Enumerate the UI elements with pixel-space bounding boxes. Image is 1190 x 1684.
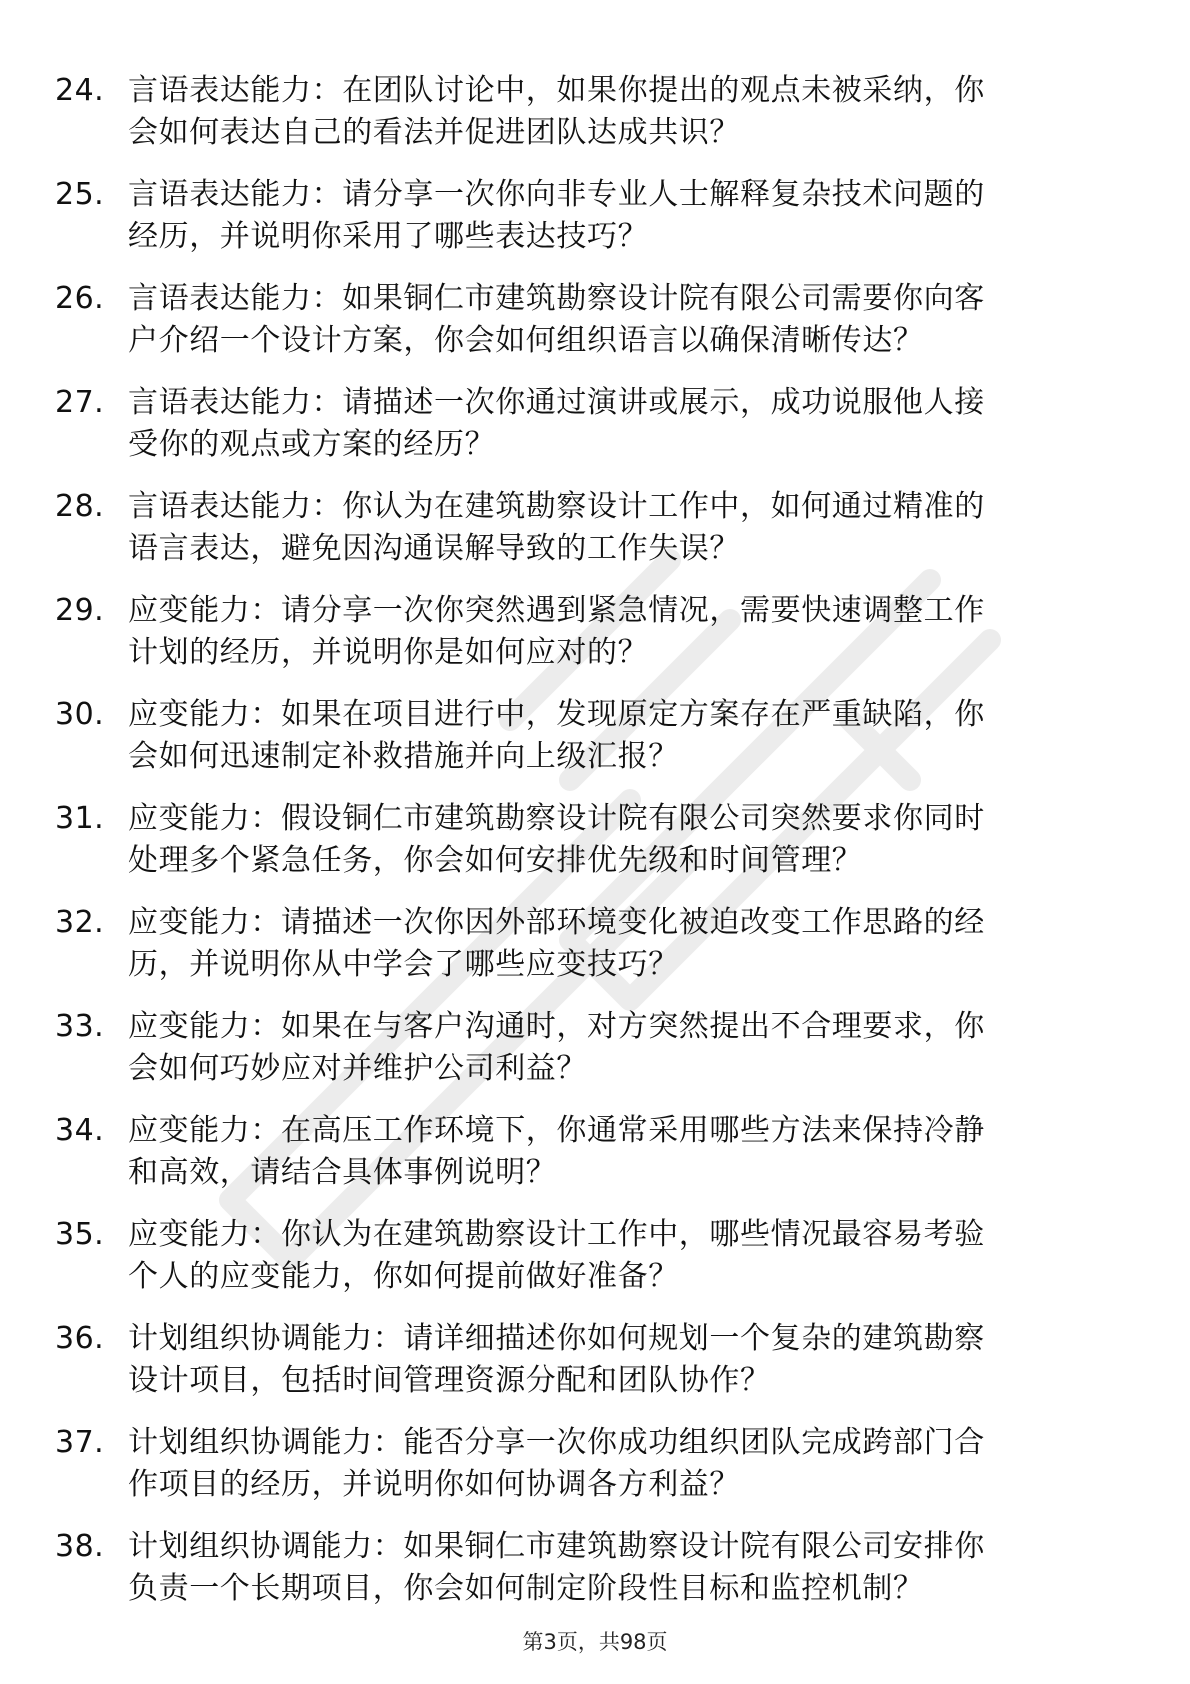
question-number: 38. xyxy=(55,1529,105,1564)
question-text-line: 应变能力：假设铜仁市建筑勘察设计院有限公司突然要求你同时 xyxy=(128,801,985,836)
question-text xyxy=(128,1006,1128,1090)
question-text-line: 负责一个长期项目，你会如何制定阶段性目标和监控机制？ xyxy=(128,1571,924,1606)
question-item xyxy=(0,174,1190,278)
question-text-line: 应变能力：请描述一次你因外部环境变化被迫改变工作思路的经 xyxy=(128,905,985,940)
question-item xyxy=(0,694,1190,798)
question-text xyxy=(128,382,1128,466)
question-text-line: 言语表达能力：在团队讨论中，如果你提出的观点未被采纳，你 xyxy=(128,73,985,108)
question-item xyxy=(0,1318,1190,1422)
question-text-line: 言语表达能力：你认为在建筑勘察设计工作中，如何通过精准的 xyxy=(128,489,985,524)
question-number: 24. xyxy=(55,73,105,108)
page-number-footer: 第3页，共98页 xyxy=(522,1630,668,1654)
question-text xyxy=(128,1318,1128,1402)
question-item xyxy=(0,1214,1190,1318)
question-text-line: 言语表达能力：如果铜仁市建筑勘察设计院有限公司需要你向客 xyxy=(128,281,985,316)
question-text xyxy=(128,486,1128,570)
question-text-line: 计划组织协调能力：请详细描述你如何规划一个复杂的建筑勘察 xyxy=(128,1321,985,1356)
question-number: 37. xyxy=(55,1425,105,1460)
question-text xyxy=(128,174,1128,258)
question-number: 36. xyxy=(55,1321,105,1356)
question-text xyxy=(128,590,1128,674)
question-number: 33. xyxy=(55,1009,105,1044)
question-text-line: 语言表达，避免因沟通误解导致的工作失误？ xyxy=(128,531,740,566)
question-number: 35. xyxy=(55,1217,105,1252)
question-number: 27. xyxy=(55,385,105,420)
question-number: 29. xyxy=(55,593,105,628)
question-text-line: 历，并说明你从中学会了哪些应变技巧？ xyxy=(128,947,679,982)
question-text-line: 应变能力：如果在项目进行中，发现原定方案存在严重缺陷，你 xyxy=(128,697,985,732)
question-item xyxy=(0,70,1190,174)
question-text-line: 处理多个紧急任务，你会如何安排优先级和时间管理？ xyxy=(128,843,863,878)
question-text-line: 设计项目，包括时间管理资源分配和团队协作？ xyxy=(128,1363,771,1398)
question-text-line: 计划组织协调能力：能否分享一次你成功组织团队完成跨部门合 xyxy=(128,1425,985,1460)
question-text-line: 言语表达能力：请分享一次你向非专业人士解释复杂技术问题的 xyxy=(128,177,985,212)
question-item xyxy=(0,1110,1190,1214)
question-number: 31. xyxy=(55,801,105,836)
question-text-line: 会如何表达自己的看法并促进团队达成共识？ xyxy=(128,115,740,150)
question-text xyxy=(128,902,1128,986)
question-text-line: 计划的经历，并说明你是如何应对的？ xyxy=(128,635,649,670)
question-item xyxy=(0,1422,1190,1526)
question-text-line: 言语表达能力：请描述一次你通过演讲或展示，成功说服他人接 xyxy=(128,385,985,420)
question-item xyxy=(0,486,1190,590)
question-number: 30. xyxy=(55,697,105,732)
question-text xyxy=(128,1214,1128,1298)
question-text xyxy=(128,1422,1128,1506)
question-text-line: 会如何迅速制定补救措施并向上级汇报？ xyxy=(128,739,679,774)
question-number: 34. xyxy=(55,1113,105,1148)
question-text-line: 个人的应变能力，你如何提前做好准备？ xyxy=(128,1259,679,1294)
question-item xyxy=(0,798,1190,902)
question-text xyxy=(128,694,1128,778)
question-list xyxy=(0,70,1190,1630)
question-item xyxy=(0,590,1190,694)
question-text xyxy=(128,278,1128,362)
question-text-line: 计划组织协调能力：如果铜仁市建筑勘察设计院有限公司安排你 xyxy=(128,1529,985,1564)
question-text xyxy=(128,1526,1128,1610)
question-text-line: 经历，并说明你采用了哪些表达技巧？ xyxy=(128,219,649,254)
question-text xyxy=(128,798,1128,882)
question-item xyxy=(0,382,1190,486)
question-text-line: 应变能力：你认为在建筑勘察设计工作中，哪些情况最容易考验 xyxy=(128,1217,985,1252)
question-text-line: 应变能力：在高压工作环境下，你通常采用哪些方法来保持冷静 xyxy=(128,1113,985,1148)
question-text-line: 户介绍一个设计方案，你会如何组织语言以确保清晰传达？ xyxy=(128,323,924,358)
question-text-line: 应变能力：请分享一次你突然遇到紧急情况，需要快速调整工作 xyxy=(128,593,985,628)
question-number: 26. xyxy=(55,281,105,316)
question-text-line: 和高效，请结合具体事例说明？ xyxy=(128,1155,557,1190)
question-number: 32. xyxy=(55,905,105,940)
question-text-line: 会如何巧妙应对并维护公司利益？ xyxy=(128,1051,587,1086)
question-text-line: 受你的观点或方案的经历？ xyxy=(128,427,496,462)
question-text-line: 作项目的经历，并说明你如何协调各方利益？ xyxy=(128,1467,740,1502)
question-item xyxy=(0,1526,1190,1630)
question-item xyxy=(0,278,1190,382)
question-text xyxy=(128,1110,1128,1194)
question-item xyxy=(0,1006,1190,1110)
question-text-line: 应变能力：如果在与客户沟通时，对方突然提出不合理要求，你 xyxy=(128,1009,985,1044)
question-number: 28. xyxy=(55,489,105,524)
question-text xyxy=(128,70,1128,154)
question-number: 25. xyxy=(55,177,105,212)
question-item xyxy=(0,902,1190,1006)
